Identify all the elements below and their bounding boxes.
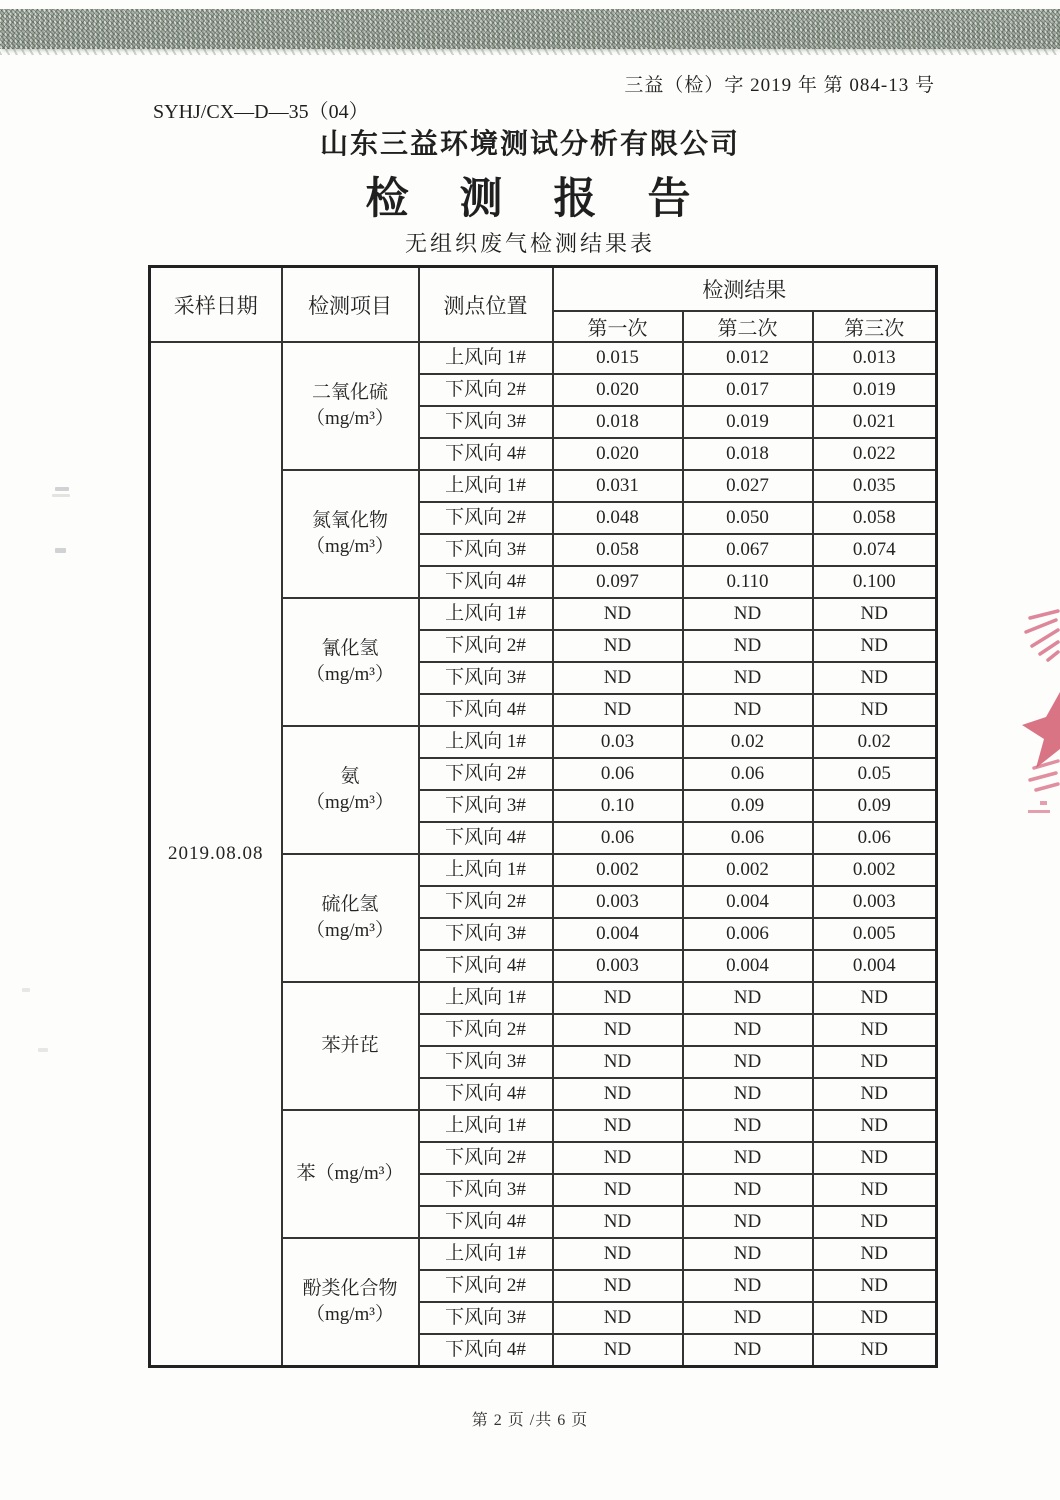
result-value-cell: 0.05 bbox=[813, 758, 937, 790]
position-cell: 下风向 2# bbox=[419, 502, 553, 534]
report-subtitle: 无组织废气检测结果表 bbox=[404, 231, 655, 256]
result-value-cell: ND bbox=[813, 1238, 937, 1270]
result-value-cell: 0.06 bbox=[553, 758, 683, 790]
result-value-cell: ND bbox=[813, 1270, 937, 1302]
test-item-unit: （mg/m³） bbox=[305, 536, 395, 557]
scan-speck bbox=[52, 494, 70, 497]
col-header-sample-date: 采样日期 bbox=[150, 267, 282, 343]
result-value-cell: 0.050 bbox=[683, 502, 813, 534]
result-value-cell: 0.003 bbox=[553, 950, 683, 982]
result-value-cell: ND bbox=[553, 1078, 683, 1110]
result-value-cell: ND bbox=[683, 1270, 813, 1302]
result-value-cell: 0.097 bbox=[553, 566, 683, 598]
position-cell: 下风向 4# bbox=[419, 1334, 553, 1367]
result-value-cell: 0.02 bbox=[813, 726, 937, 758]
result-value-cell: ND bbox=[553, 1014, 683, 1046]
results-table bbox=[148, 265, 938, 1368]
position-cell: 下风向 4# bbox=[419, 694, 553, 726]
scan-speck bbox=[55, 487, 69, 491]
result-value-cell: ND bbox=[813, 982, 937, 1014]
result-value-cell: 0.058 bbox=[813, 502, 937, 534]
position-cell: 下风向 4# bbox=[419, 1206, 553, 1238]
result-value-cell: 0.067 bbox=[683, 534, 813, 566]
result-value-cell: 0.02 bbox=[683, 726, 813, 758]
position-cell: 下风向 4# bbox=[419, 950, 553, 982]
doc-number: 三益（检）字 2019 年 第 084-13 号 bbox=[624, 75, 935, 96]
result-value-cell: 0.048 bbox=[553, 502, 683, 534]
result-value-cell: 0.006 bbox=[683, 918, 813, 950]
scan-noise-band bbox=[0, 9, 1060, 49]
result-value-cell: ND bbox=[813, 1334, 937, 1367]
result-value-cell: ND bbox=[553, 694, 683, 726]
position-cell: 下风向 3# bbox=[419, 1302, 553, 1334]
test-item-name: 苯（mg/m³） bbox=[296, 1163, 404, 1184]
result-value-cell: ND bbox=[683, 1334, 813, 1367]
result-value-cell: 0.09 bbox=[683, 790, 813, 822]
result-value-cell: 0.021 bbox=[813, 406, 937, 438]
result-value-cell: 0.022 bbox=[813, 438, 937, 470]
test-item-name: 酚类化合物 bbox=[302, 1278, 398, 1299]
col-header-position: 测点位置 bbox=[419, 267, 553, 343]
result-value-cell: ND bbox=[813, 598, 937, 630]
result-value-cell: ND bbox=[683, 1302, 813, 1334]
result-value-cell: ND bbox=[813, 1142, 937, 1174]
table-row bbox=[150, 342, 937, 374]
result-value-cell: 0.002 bbox=[553, 854, 683, 886]
report-title: 检 测 报 告 bbox=[365, 176, 695, 223]
result-value-cell: 0.003 bbox=[813, 886, 937, 918]
result-value-cell: ND bbox=[813, 1110, 937, 1142]
result-value-cell: ND bbox=[553, 1238, 683, 1270]
test-item-unit: （mg/m³） bbox=[305, 920, 395, 941]
position-cell: 上风向 1# bbox=[419, 1238, 553, 1270]
position-cell: 上风向 1# bbox=[419, 470, 553, 502]
test-item-name: 氮氧化物 bbox=[311, 510, 388, 531]
result-value-cell: 0.004 bbox=[553, 918, 683, 950]
result-value-cell: ND bbox=[683, 694, 813, 726]
result-value-cell: 0.015 bbox=[553, 342, 683, 374]
result-value-cell: ND bbox=[553, 598, 683, 630]
result-value-cell: 0.100 bbox=[813, 566, 937, 598]
test-item-cell bbox=[282, 1238, 419, 1367]
result-value-cell: 0.110 bbox=[683, 566, 813, 598]
col-header-test-item: 检测项目 bbox=[282, 267, 419, 343]
result-value-cell: 0.002 bbox=[813, 854, 937, 886]
test-item-name: 苯并芘 bbox=[321, 1035, 379, 1056]
result-value-cell: 0.017 bbox=[683, 374, 813, 406]
position-cell: 上风向 1# bbox=[419, 982, 553, 1014]
result-value-cell: ND bbox=[683, 630, 813, 662]
test-item-cell bbox=[282, 854, 419, 982]
result-value-cell: 0.018 bbox=[683, 438, 813, 470]
stamp-star-icon bbox=[1022, 692, 1060, 768]
result-value-cell: ND bbox=[553, 662, 683, 694]
col-header-run-1: 第一次 bbox=[553, 311, 683, 342]
position-cell: 上风向 1# bbox=[419, 854, 553, 886]
result-value-cell: 0.027 bbox=[683, 470, 813, 502]
test-item-unit: （mg/m³） bbox=[305, 792, 395, 813]
result-value-cell: ND bbox=[553, 1110, 683, 1142]
company-name: 山东三益环境测试分析有限公司 bbox=[319, 129, 740, 160]
test-item-unit: （mg/m³） bbox=[305, 408, 395, 429]
result-value-cell: ND bbox=[683, 1142, 813, 1174]
col-header-results: 检测结果 bbox=[553, 267, 937, 312]
position-cell: 下风向 3# bbox=[419, 662, 553, 694]
result-value-cell: 0.018 bbox=[553, 406, 683, 438]
result-value-cell: 0.058 bbox=[553, 534, 683, 566]
test-item-cell bbox=[282, 342, 419, 470]
result-value-cell: 0.013 bbox=[813, 342, 937, 374]
result-value-cell: 0.020 bbox=[553, 438, 683, 470]
result-value-cell: 0.03 bbox=[553, 726, 683, 758]
test-item-unit: （mg/m³） bbox=[305, 1304, 395, 1325]
position-cell: 下风向 2# bbox=[419, 886, 553, 918]
red-stamp-fragment bbox=[1020, 598, 1060, 838]
position-cell: 上风向 1# bbox=[419, 342, 553, 374]
result-value-cell: 0.020 bbox=[553, 374, 683, 406]
position-cell: 上风向 1# bbox=[419, 1110, 553, 1142]
test-item-cell bbox=[282, 470, 419, 598]
position-cell: 上风向 1# bbox=[419, 598, 553, 630]
position-cell: 下风向 2# bbox=[419, 758, 553, 790]
position-cell: 下风向 3# bbox=[419, 790, 553, 822]
test-item-cell bbox=[282, 598, 419, 726]
result-value-cell: ND bbox=[813, 694, 937, 726]
result-value-cell: 0.031 bbox=[553, 470, 683, 502]
result-value-cell: 0.004 bbox=[683, 886, 813, 918]
result-value-cell: 0.004 bbox=[683, 950, 813, 982]
test-item-name: 二氧化硫 bbox=[311, 382, 388, 403]
scan-speck bbox=[38, 1048, 48, 1052]
test-item-name: 氨 bbox=[340, 766, 360, 787]
result-value-cell: 0.019 bbox=[813, 374, 937, 406]
position-cell: 下风向 3# bbox=[419, 1174, 553, 1206]
page-number: 第 2 页 /共 6 页 bbox=[471, 1412, 589, 1429]
result-value-cell: ND bbox=[553, 1270, 683, 1302]
position-cell: 下风向 3# bbox=[419, 1046, 553, 1078]
result-value-cell: 0.10 bbox=[553, 790, 683, 822]
result-value-cell: 0.074 bbox=[813, 534, 937, 566]
result-value-cell: 0.002 bbox=[683, 854, 813, 886]
result-value-cell: ND bbox=[813, 662, 937, 694]
position-cell: 下风向 3# bbox=[419, 534, 553, 566]
result-value-cell: ND bbox=[553, 1046, 683, 1078]
position-cell: 下风向 2# bbox=[419, 1270, 553, 1302]
result-value-cell: 0.005 bbox=[813, 918, 937, 950]
position-cell: 下风向 2# bbox=[419, 1014, 553, 1046]
test-item-cell bbox=[282, 982, 419, 1110]
result-value-cell: ND bbox=[813, 630, 937, 662]
result-value-cell: ND bbox=[683, 598, 813, 630]
result-value-cell: ND bbox=[683, 1014, 813, 1046]
col-header-run-2: 第二次 bbox=[683, 311, 813, 342]
test-item-cell bbox=[282, 1110, 419, 1238]
table-header-row-1 bbox=[150, 267, 937, 312]
result-value-cell: ND bbox=[683, 982, 813, 1014]
sample-date-cell: 2019.08.08 bbox=[150, 342, 282, 1367]
result-value-cell: 0.06 bbox=[683, 822, 813, 854]
result-value-cell: ND bbox=[553, 1174, 683, 1206]
result-value-cell: 0.06 bbox=[813, 822, 937, 854]
result-value-cell: ND bbox=[683, 1238, 813, 1270]
result-value-cell: ND bbox=[553, 1302, 683, 1334]
result-value-cell: 0.09 bbox=[813, 790, 937, 822]
result-value-cell: 0.06 bbox=[683, 758, 813, 790]
position-cell: 下风向 4# bbox=[419, 438, 553, 470]
result-value-cell: ND bbox=[683, 1110, 813, 1142]
result-value-cell: 0.003 bbox=[553, 886, 683, 918]
position-cell: 下风向 2# bbox=[419, 630, 553, 662]
position-cell: 下风向 3# bbox=[419, 406, 553, 438]
result-value-cell: ND bbox=[553, 1142, 683, 1174]
test-item-unit: （mg/m³） bbox=[305, 664, 395, 685]
test-item-name: 硫化氢 bbox=[321, 894, 379, 915]
result-value-cell: ND bbox=[683, 1206, 813, 1238]
result-value-cell: 0.019 bbox=[683, 406, 813, 438]
result-value-cell: 0.06 bbox=[553, 822, 683, 854]
test-item-name: 氰化氢 bbox=[321, 638, 379, 659]
position-cell: 下风向 4# bbox=[419, 566, 553, 598]
result-value-cell: 0.035 bbox=[813, 470, 937, 502]
result-value-cell: ND bbox=[553, 1334, 683, 1367]
position-cell: 上风向 1# bbox=[419, 726, 553, 758]
results-table-body bbox=[150, 342, 937, 1367]
position-cell: 下风向 3# bbox=[419, 918, 553, 950]
col-header-run-3: 第三次 bbox=[813, 311, 937, 342]
position-cell: 下风向 4# bbox=[419, 1078, 553, 1110]
scan-speck bbox=[55, 548, 66, 553]
result-value-cell: 0.012 bbox=[683, 342, 813, 374]
result-value-cell: ND bbox=[553, 630, 683, 662]
scan-speck bbox=[22, 988, 30, 992]
result-value-cell: ND bbox=[813, 1302, 937, 1334]
result-value-cell: ND bbox=[813, 1046, 937, 1078]
result-value-cell: ND bbox=[813, 1078, 937, 1110]
result-value-cell: ND bbox=[683, 662, 813, 694]
result-value-cell: 0.004 bbox=[813, 950, 937, 982]
result-value-cell: ND bbox=[553, 1206, 683, 1238]
position-cell: 下风向 4# bbox=[419, 822, 553, 854]
result-value-cell: ND bbox=[813, 1174, 937, 1206]
result-value-cell: ND bbox=[553, 982, 683, 1014]
position-cell: 下风向 2# bbox=[419, 374, 553, 406]
form-code: SYHJ/CX—D—35（04） bbox=[153, 101, 369, 123]
test-item-cell bbox=[282, 726, 419, 854]
result-value-cell: ND bbox=[813, 1206, 937, 1238]
result-value-cell: ND bbox=[683, 1046, 813, 1078]
result-value-cell: ND bbox=[683, 1078, 813, 1110]
result-value-cell: ND bbox=[683, 1174, 813, 1206]
position-cell: 下风向 2# bbox=[419, 1142, 553, 1174]
result-value-cell: ND bbox=[813, 1014, 937, 1046]
